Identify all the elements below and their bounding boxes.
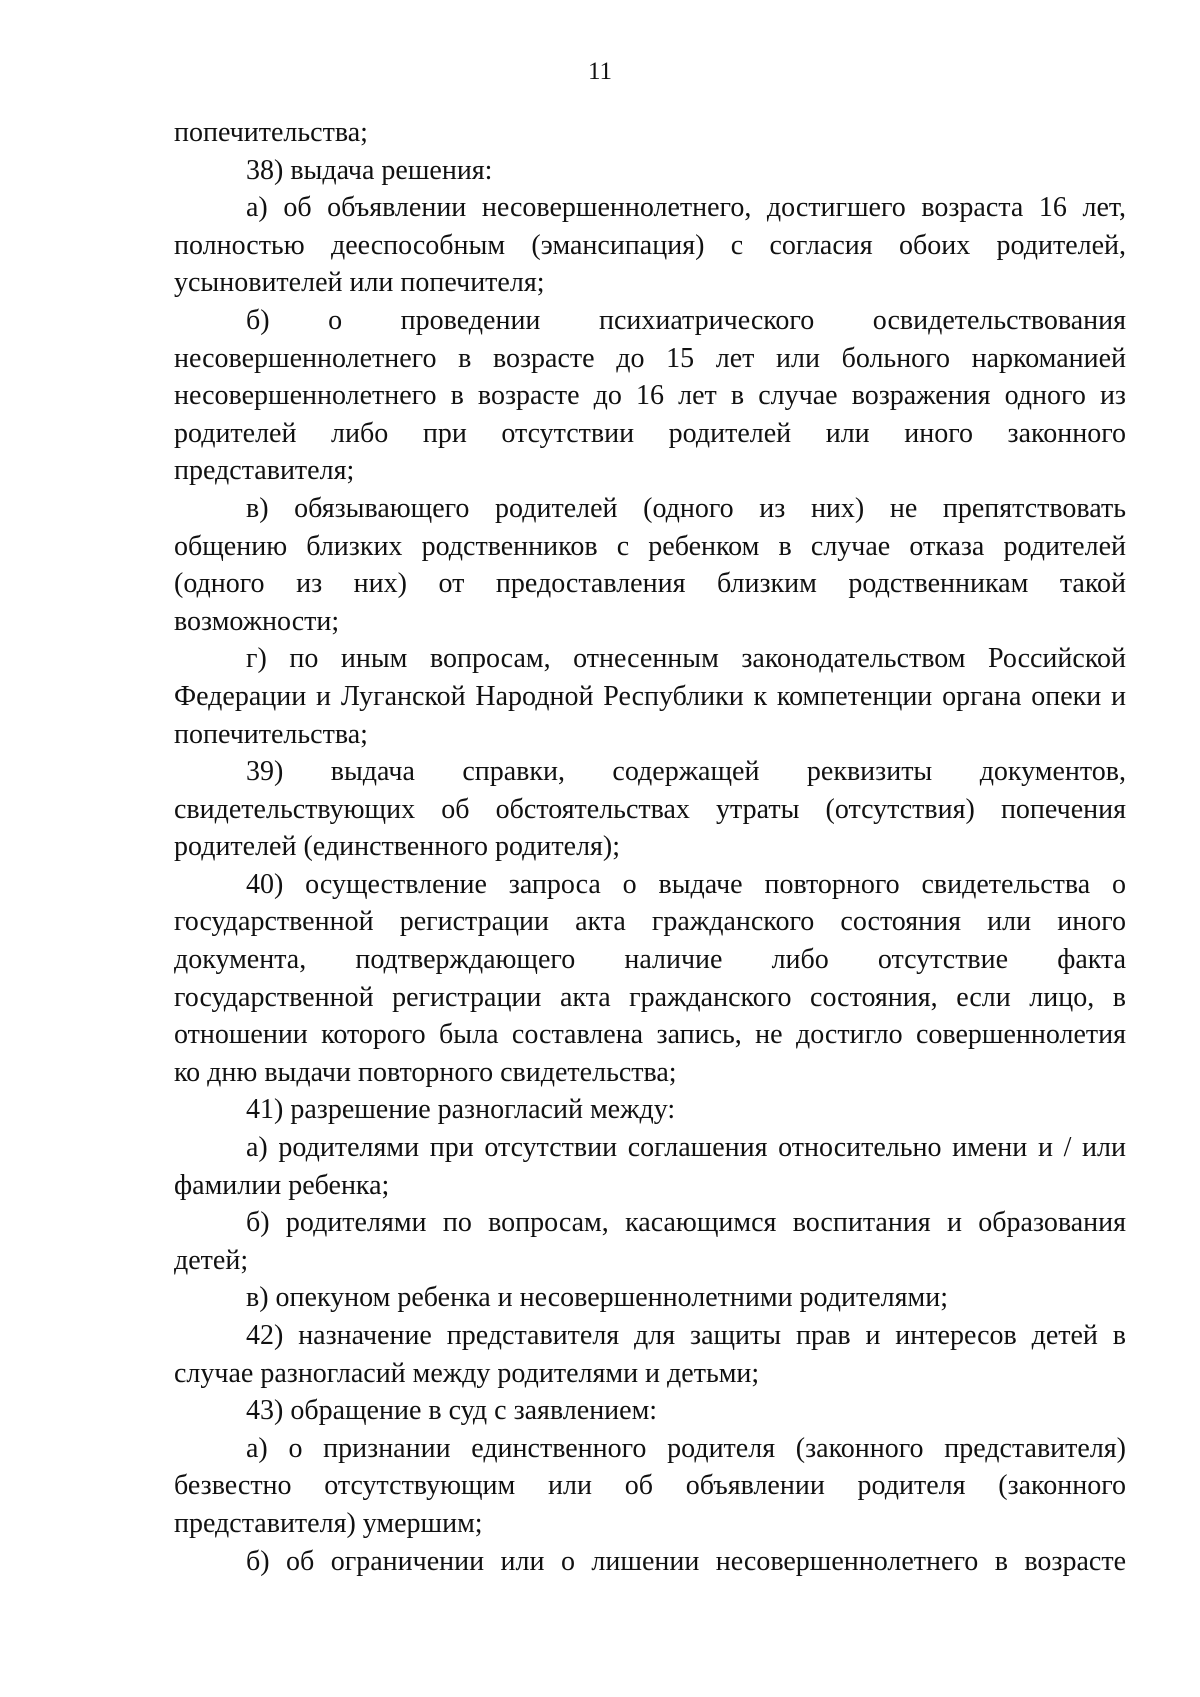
text-line: 41) разрешение разногласий между: — [246, 1094, 676, 1126]
text-line: 39) выдача справки, содержащей реквизиты документов, — [246, 756, 1126, 788]
text-line: государственной регистрации акта гражданского состояния, если лицо, в — [174, 981, 1126, 1013]
text-line: ко дню выдачи повторного свидетельства; — [174, 1056, 677, 1088]
text-line: государственной регистрации акта гражданского состояния или иного — [174, 906, 1126, 938]
text-line: 38) выдача решения: — [246, 154, 493, 186]
text-line: представителя; — [174, 455, 355, 487]
text-line: отношении которого была составлена запись, не достигло совершеннолетия — [174, 1019, 1126, 1051]
text-line: а) родителями при отсутствии соглашения относительно имени и / или — [246, 1132, 1126, 1164]
text-line: г) по иным вопросам, отнесенным законодательством Российской — [246, 643, 1126, 675]
page-number: 11 — [587, 58, 613, 85]
text-line: несовершеннолетнего в возрасте до 16 лет в случае возражения одного из — [174, 380, 1126, 412]
text-line: Федерации и Луганской Народной Республики к компетенции органа опеки и — [174, 680, 1126, 712]
text-line: попечительства; — [174, 117, 368, 148]
text-line: б) родителями по вопросам, касающимся воспитания и образования — [246, 1207, 1126, 1239]
text-line: а) об объявлении несовершеннолетнего, достигшего возраста 16 лет, — [246, 192, 1126, 224]
text-line: общению близких родственников с ребенком в случае отказа родителей — [174, 530, 1126, 562]
text-line: безвестно отсутствующим или об объявлении родителя (законного — [174, 1470, 1126, 1502]
text-line: фамилии ребенка; — [174, 1169, 390, 1201]
text-line: а) о признании единственного родителя (законного представителя) — [246, 1432, 1126, 1464]
text-line: 40) осуществление запроса о выдаче повторного свидетельства о — [246, 868, 1126, 900]
document-body — [174, 114, 1126, 1580]
text-line: в) обязывающего родителей (одного из них) не препятствовать — [246, 492, 1126, 524]
text-line: несовершеннолетнего в возрасте до 15 лет или больного наркоманией — [174, 342, 1126, 374]
text-line: усыновителей или попечителя; — [174, 267, 545, 299]
text-line: полностью дееспособным (эмансипация) с согласия обоих родителей, — [174, 229, 1126, 261]
text-line: свидетельствующих об обстоятельствах утраты (отсутствия) попечения — [174, 793, 1126, 825]
text-line: (одного из них) от предоставления близким родственникам такой — [174, 568, 1126, 600]
text-line: представителя) умершим; — [174, 1507, 483, 1539]
text-line: в) опекуном ребенка и несовершеннолетними родителями; — [246, 1282, 948, 1314]
text-line: возможности; — [174, 605, 340, 637]
text-line: родителей (единственного родителя); — [174, 831, 621, 863]
text-line: документа, подтверждающего наличие либо отсутствие факта — [174, 944, 1126, 976]
text-line: родителей либо при отсутствии родителей или иного законного — [174, 417, 1126, 449]
text-line: попечительства; — [174, 718, 368, 750]
text-line: 42) назначение представителя для защиты прав и интересов детей в — [246, 1320, 1126, 1351]
text-line: б) об ограничении или о лишении несовершеннолетнего в возрасте — [246, 1545, 1126, 1577]
text-line: 43) обращение в суд с заявлением: — [246, 1395, 658, 1427]
text-line: б) о проведении психиатрического освидетельствования — [246, 304, 1126, 336]
text-line: случае разногласий между родителями и детьми; — [174, 1357, 760, 1389]
text-line: детей; — [174, 1244, 249, 1276]
